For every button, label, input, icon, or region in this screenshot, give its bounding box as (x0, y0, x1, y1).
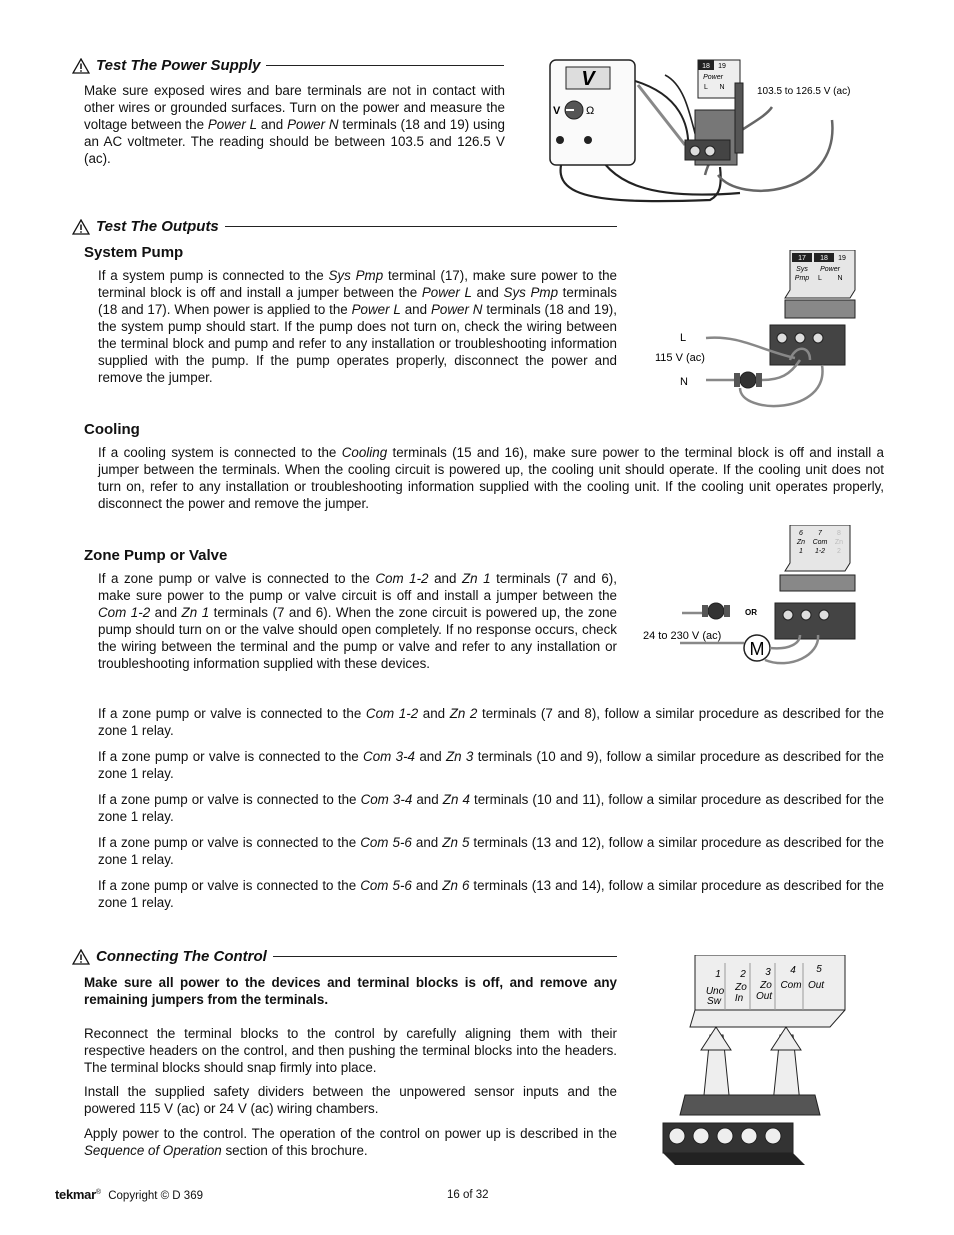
svg-text:Com: Com (780, 980, 802, 991)
svg-text:N: N (719, 84, 725, 91)
zone-similar-paragraph: If a zone pump or valve is connected to the Com 5-6 and Zn 6 terminals (13 and 14), follow a similar procedure as described for the zone 1 relay. (98, 878, 884, 910)
heading-rule (225, 226, 617, 227)
svg-text:1: 1 (799, 548, 803, 555)
heading-rule (266, 65, 504, 66)
registered-mark: ® (95, 1189, 102, 1197)
svg-text:19: 19 (838, 255, 846, 262)
svg-text:OR: OR (745, 608, 757, 617)
svg-text:19: 19 (718, 63, 726, 70)
svg-text:6: 6 (799, 530, 803, 537)
system-pump-paragraph: If a system pump is connected to the Sys Pmp terminal (17), make sure power to the terminal block is off and install a jumper between the Power L and Sys Pmp terminals (18 and 17). When power is applied to the Power L and Power N terminals (18 and 19), the system pump should start. If the pump does not turn on, check the wiring between the terminal block and pump and refer to any installation or troubleshooting information supplied with the pump. If the pump operates properly, disconnect the power and remove the jumper. (98, 268, 617, 385)
subheading-zone-pump: Zone Pump or Valve (84, 547, 228, 564)
heading-rule (273, 956, 617, 957)
connecting-paragraph: Install the supplied safety dividers between the unpowered sensor inputs and the powered 115 V (ac) or 24 V (ac) wiring chambers. (84, 1084, 617, 1116)
power-paragraph: Make sure exposed wires and bare terminals are not in contact with other wires or grounded surfaces. Turn on the power and measure the voltage between the Power L and Power N terminals (18 and 19) using an AC voltmeter. The reading should be between 103.5 and 126.5 V (ac). (84, 83, 505, 166)
svg-text:N: N (837, 275, 843, 282)
svg-text:Out: Out (755, 991, 773, 1002)
svg-text:L: L (818, 275, 822, 282)
svg-text:Ω: Ω (586, 105, 595, 117)
svg-text:2: 2 (740, 969, 746, 980)
svg-text:2: 2 (837, 548, 841, 555)
section-heading-connecting (72, 948, 617, 965)
svg-text:Sys: Sys (796, 266, 808, 273)
svg-text:3: 3 (765, 967, 771, 978)
connecting-warning-paragraph: Make sure all power to the devices and terminal blocks is off, and remove any remaining jumpers from the terminals. (84, 975, 617, 1007)
svg-text:Out: Out (807, 980, 825, 991)
svg-text:Sw: Sw (707, 996, 721, 1007)
zone-pump-diagram (640, 525, 865, 675)
svg-text:7: 7 (818, 530, 822, 537)
svg-text:8: 8 (837, 530, 841, 537)
svg-text:Power: Power (820, 266, 840, 273)
svg-text:4: 4 (790, 965, 796, 976)
copyright-text: Copyright © D 369 (108, 1190, 203, 1202)
svg-text:Zo: Zo (735, 982, 747, 993)
svg-text:Zo: Zo (760, 980, 772, 991)
svg-text:18: 18 (820, 255, 828, 262)
cooling-paragraph: If a cooling system is connected to the Cooling terminals (15 and 16), make sure power to the terminal block is off and install a jumper between the terminals. When the cooling circuit is powered up, the cooling unit should operate. If the cooling unit does not turn on, refer to any installation or troubleshooting information supplied with the cooling unit. If the cooling unit operates properly, disconnect the power and remove the jumper. (98, 445, 885, 511)
svg-text:18: 18 (702, 63, 710, 70)
svg-text:Com: Com (812, 539, 828, 546)
svg-text:In: In (734, 993, 744, 1004)
voltmeter-diagram (540, 55, 880, 215)
section-heading-power-supply (72, 57, 504, 74)
svg-text:Uno: Uno (705, 986, 725, 997)
svg-text:Pmp: Pmp (794, 275, 810, 282)
warning-icon (72, 219, 90, 235)
connecting-paragraph: Apply power to the control. The operation of the control on power up is described in the Sequence of Operation section of this brochure. (84, 1126, 617, 1158)
system-pump-diagram (650, 250, 870, 415)
svg-text:L: L (680, 332, 687, 344)
svg-text:1-2: 1-2 (814, 548, 826, 555)
heading-text: Test The Outputs (96, 218, 219, 235)
subheading-cooling: Cooling (84, 421, 140, 438)
svg-text:5: 5 (816, 964, 822, 975)
svg-text:Zn: Zn (834, 539, 844, 546)
zone-similar-paragraph: If a zone pump or valve is connected to the Com 5-6 and Zn 5 terminals (13 and 12), follow a similar procedure as described for the zone 1 relay. (98, 835, 884, 867)
svg-text:N: N (680, 376, 688, 388)
page-number: 16 of 32 (447, 1189, 489, 1201)
section-heading-test-outputs (72, 218, 617, 235)
zone-similar-paragraph: If a zone pump or valve is connected to the Com 1-2 and Zn 2 terminals (7 and 8), follow a similar procedure as described for the zone 1 relay. (98, 706, 884, 738)
svg-text:Zn: Zn (796, 539, 806, 546)
svg-text:L: L (704, 84, 708, 91)
warning-icon (72, 949, 90, 965)
svg-text:24 to 230 V (ac): 24 to 230 V (ac) (643, 630, 722, 642)
heading-text: Connecting The Control (96, 948, 267, 965)
svg-text:M: M (749, 639, 765, 659)
zone-pump-paragraph: If a zone pump or valve is connected to the Com 1-2 and Zn 1 terminals (7 and 6), make sure power to the pump or valve circuit is off and install a jumper between the Com 1-2 and Zn 1 terminals (7 and 6). When the zone circuit is powered up, the zone pump should turn on or the valve should open completely. If no response occurs, check the wiring between the terminal and the pump or valve and refer to any installation or troubleshooting information supplied with these devices. (98, 571, 617, 671)
zone-similar-paragraph: If a zone pump or valve is connected to the Com 3-4 and Zn 4 terminals (10 and 11), follow a similar procedure as described for the zone 1 relay. (98, 792, 884, 824)
svg-text:103.5 to 126.5 V (ac): 103.5 to 126.5 V (ac) (757, 86, 851, 97)
footer (55, 1187, 203, 1202)
subheading-system-pump: System Pump (84, 244, 184, 261)
tekmar-logo: tekmar (55, 1187, 96, 1202)
zone-similar-paragraph: If a zone pump or valve is connected to the Com 3-4 and Zn 3 terminals (10 and 9), follow a similar procedure as described for the zone 1 relay. (98, 749, 884, 781)
svg-text:V: V (553, 105, 561, 117)
svg-text:V: V (581, 68, 595, 90)
warning-icon (72, 58, 90, 74)
heading-text: Test The Power Supply (96, 57, 261, 74)
svg-text:17: 17 (798, 255, 806, 262)
svg-text:1: 1 (715, 969, 721, 980)
connecting-paragraph: Reconnect the terminal blocks to the control by carefully aligning them with their respective headers on the control, and then pushing the terminal blocks into the headers. The terminal blocks should snap firmly into place. (84, 1026, 617, 1075)
svg-text:Power: Power (703, 74, 723, 81)
terminal-block-diagram (655, 955, 855, 1180)
svg-text:115 V (ac): 115 V (ac) (655, 352, 705, 364)
